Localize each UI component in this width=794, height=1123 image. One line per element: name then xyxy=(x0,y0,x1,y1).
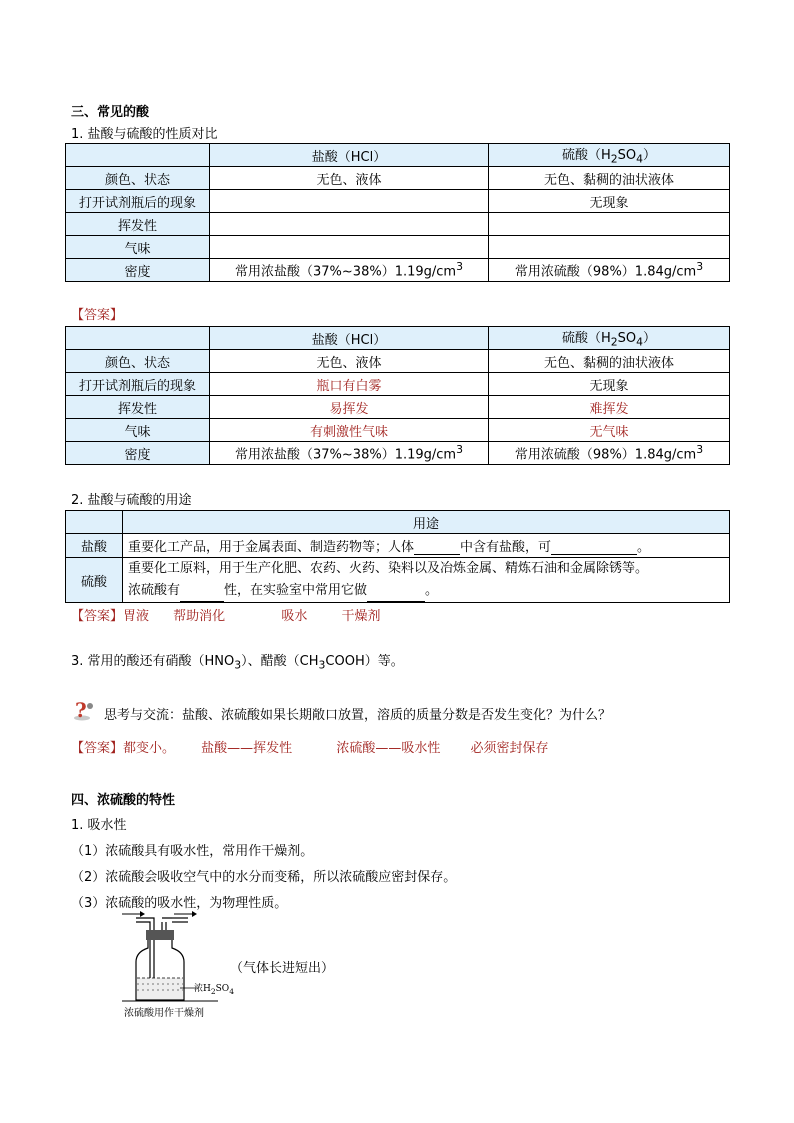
section3-title: 三、常见的酸 xyxy=(71,105,150,120)
table-row: 盐酸 重要化工产品，用于金属表面、制造药物等；人体 中含有盐酸，可 。 xyxy=(66,534,730,558)
section4-title: 四、浓硫酸的特性 xyxy=(71,793,176,808)
table-row: 颜色、状态 无色、液体 无色、黏稠的油状液体 xyxy=(66,167,730,190)
usage-table xyxy=(65,510,730,603)
table-row: 打开试剂瓶后的现象 无现象 xyxy=(66,190,730,213)
table-row: 硫酸 重要化工原料，用于生产化肥、农药、火药、染料以及冶炼金属、精炼石油和金属除锈等。 浓硫酸有 性，在实验室中常用它做 。 xyxy=(66,558,730,603)
paragraph-3: （3）浓硫酸的吸水性，为物理性质。 xyxy=(71,896,288,911)
sub-heading-2: 2. 盐酸与硫酸的用途 xyxy=(71,493,192,508)
paragraph-1: （1）浓硫酸具有吸水性，常用作干燥剂。 xyxy=(71,844,314,859)
answer-table: 盐酸（HCl） 硫酸$(H_2SO_4)$ 颜色、状态 无色、液体 无色、黏稠的油状液体 打开试剂瓶后的现象 瓶口有白雾 无现象 挥发性 易挥发 难挥发 气味 有刺激性气味 无气味 密度 常用浓盐酸$(37\%\sim 38\%)1.19g/cm^3$ 常用浓硫酸$(98\%)1.84g/cm^3$ xyxy=(65,326,730,465)
table-row: 密度 常用浓盐酸$(37\%\sim 38\%)1.19g/cm^3$ 常用浓硫酸$(98\%)1.84g/cm^3$ xyxy=(66,259,730,282)
table-row: 气味 xyxy=(66,236,730,259)
table-row: 气味 有刺激性气味 无气味 xyxy=(66,419,730,442)
figure-caption: 浓硫酸用作干燥剂 xyxy=(124,1008,204,1019)
figure-note: （气体长进短出） xyxy=(230,961,335,976)
think-question: 思考与交流：盐酸、浓硫酸如果长期敞口放置，溶质的质量分数是否发生变化？为什么？ xyxy=(104,708,612,723)
paragraph-2: （2）浓硫酸会吸收空气中的水分而变稀，所以浓硫酸应密封保存。 xyxy=(71,870,457,885)
sub-heading-3: 3. 常用的酸还有硝酸$(HNO_3)$、醋酸$(CH_3COOH)$等。 xyxy=(71,654,404,672)
table-row: 颜色、状态 无色、液体 无色、黏稠的油状液体 xyxy=(66,350,730,373)
table-row: 密度 常用浓盐酸$(37\%\sim 38\%)1.19g/cm^3$ 常用浓硫酸$(98\%)1.84g/cm^3$ xyxy=(66,442,730,465)
header-empty xyxy=(66,144,210,167)
property-table xyxy=(65,143,730,282)
usage-header: 用途 xyxy=(123,511,730,534)
svg-text:?: ? xyxy=(75,698,87,722)
sub-heading-1: 1. 盐酸与硫酸的性质对比 xyxy=(71,127,218,142)
question-mark-icon xyxy=(72,698,98,722)
table-row: 打开试剂瓶后的现象 瓶口有白雾 无现象 xyxy=(66,373,730,396)
table-row: 挥发性 xyxy=(66,213,730,236)
figure-label: 浓$H_2SO_4$ xyxy=(194,984,234,996)
think-answer: 【答案】都变小。 盐酸——挥发性 浓硫酸——吸水性 必须密封保存 xyxy=(71,741,549,756)
header-h2so4: 硫酸$(H_2SO_4)$ xyxy=(489,144,730,167)
sub-heading-4-1: 1. 吸水性 xyxy=(71,818,127,833)
table-row: 挥发性 易挥发 难挥发 xyxy=(66,396,730,419)
header-hcl: 盐酸（HCl） xyxy=(210,144,489,167)
answer-label-1: 【答案】 xyxy=(71,308,124,323)
usage-answer: 【答案】胃液 帮助消化 吸水 干燥剂 xyxy=(71,609,381,624)
